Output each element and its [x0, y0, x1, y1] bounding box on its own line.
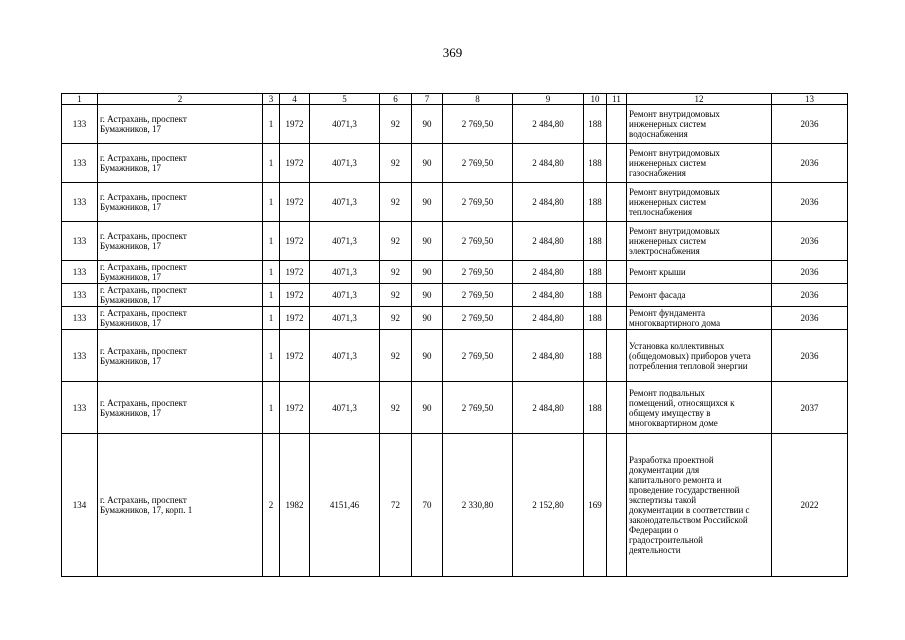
work-type-line: Ремонт подвальных	[629, 387, 705, 398]
row-number-cell: 133	[62, 307, 98, 330]
table-cell: 90	[412, 105, 443, 144]
address-cell	[98, 144, 263, 183]
table-cell: 2 484,80	[513, 307, 584, 330]
address-cell	[98, 307, 263, 330]
address-line: Бумажников, 17	[100, 295, 161, 305]
address-line: Бумажников, 17	[100, 124, 161, 134]
table-cell: 169	[584, 434, 607, 577]
table-cell: 188	[584, 382, 607, 434]
address-cell	[98, 284, 263, 307]
address-line: Бумажников, 17	[100, 272, 161, 282]
work-type-line: Ремонт внутридомовых	[629, 226, 720, 236]
work-type-line: Федерации о	[629, 525, 679, 535]
column-header: 1	[62, 94, 98, 105]
column-header: 10	[584, 94, 607, 105]
address-line: г. Астрахань, проспект	[100, 495, 187, 505]
work-type-line: электроснабжения	[629, 246, 700, 256]
address-line: г. Астрахань, проспект	[100, 397, 187, 408]
table-cell: 90	[412, 222, 443, 261]
address-cell	[98, 330, 263, 382]
table-cell: 2 769,50	[443, 183, 513, 222]
table-cell: 1972	[280, 284, 310, 307]
table-cell: 2 769,50	[443, 307, 513, 330]
work-type-line: деятельности	[629, 545, 681, 555]
column-header: 6	[380, 94, 412, 105]
table-cell: 92	[380, 183, 412, 222]
work-type-line: Установка коллективных	[629, 340, 725, 351]
work-type-line: общему имуществу в	[629, 407, 711, 418]
table-cell	[607, 307, 627, 330]
address-line: Бумажников, 17	[100, 355, 161, 366]
work-type-cell	[627, 382, 772, 434]
table-cell: 90	[412, 382, 443, 434]
work-type-line: водоснабжения	[629, 129, 688, 139]
table-cell: 188	[584, 284, 607, 307]
table-row	[62, 144, 848, 183]
table-cell: 1972	[280, 183, 310, 222]
table-cell: 2 769,50	[443, 382, 513, 434]
column-header: 3	[263, 94, 280, 105]
table-row	[62, 183, 848, 222]
table-cell	[607, 284, 627, 307]
table-cell: 2 484,80	[513, 382, 584, 434]
table-cell: 1	[263, 307, 280, 330]
row-number-cell: 133	[62, 222, 98, 261]
table-cell: 188	[584, 330, 607, 382]
table-row	[62, 307, 848, 330]
row-number-cell: 133	[62, 261, 98, 284]
table-cell: 4071,3	[310, 330, 380, 382]
row-number-cell: 133	[62, 183, 98, 222]
table-cell	[607, 105, 627, 144]
row-number-cell: 133	[62, 105, 98, 144]
table-cell: 4071,3	[310, 382, 380, 434]
table-cell: 2 769,50	[443, 222, 513, 261]
table-cell: 1	[263, 261, 280, 284]
table-cell: 188	[584, 307, 607, 330]
work-type-cell	[627, 330, 772, 382]
table-cell: 2 484,80	[513, 222, 584, 261]
table-cell: 2 484,80	[513, 144, 584, 183]
table-cell: 4151,46	[310, 434, 380, 577]
address-line: г. Астрахань, проспект	[100, 308, 187, 318]
table-cell: 90	[412, 261, 443, 284]
table-cell: 188	[584, 183, 607, 222]
work-type-line: Ремонт внутридомовых	[629, 109, 720, 119]
work-type-line: проведение государственной	[629, 485, 740, 495]
column-header-row	[62, 94, 848, 105]
table-cell: 1	[263, 222, 280, 261]
work-type-line: Ремонт внутридомовых	[629, 187, 720, 197]
table-row	[62, 382, 848, 434]
table-cell: 2 152,80	[513, 434, 584, 577]
table-cell: 2 484,80	[513, 330, 584, 382]
table-cell: 2 484,80	[513, 105, 584, 144]
address-line: г. Астрахань, проспект	[100, 345, 187, 356]
year-cell: 2037	[772, 382, 848, 434]
row-number-cell: 133	[62, 382, 98, 434]
table-cell: 90	[412, 330, 443, 382]
table-cell: 2 484,80	[513, 284, 584, 307]
table-cell	[607, 183, 627, 222]
work-type-cell	[627, 144, 772, 183]
page-number: 369	[442, 45, 463, 60]
table-cell: 4071,3	[310, 105, 380, 144]
work-type-line: законодательством Российской	[629, 515, 748, 525]
table-cell: 92	[380, 307, 412, 330]
work-type-line: Ремонт фасада	[629, 290, 686, 300]
address-cell	[98, 434, 263, 577]
address-line: г. Астрахань, проспект	[100, 114, 187, 124]
table-cell: 70	[412, 434, 443, 577]
table-cell: 2 769,50	[443, 330, 513, 382]
row-number-cell: 134	[62, 434, 98, 577]
registry-table	[61, 93, 848, 577]
address-line: г. Астрахань, проспект	[100, 285, 187, 295]
column-header: 12	[627, 94, 772, 105]
table-cell: 4071,3	[310, 284, 380, 307]
column-header: 5	[310, 94, 380, 105]
work-type-line: документации в соответствии с	[629, 505, 750, 515]
address-line: Бумажников, 17	[100, 202, 161, 212]
work-type-line: потребления тепловой энергии	[629, 360, 748, 371]
table-row	[62, 284, 848, 307]
table-cell: 4071,3	[310, 222, 380, 261]
address-line: г. Астрахань, проспект	[100, 192, 187, 202]
address-line: г. Астрахань, проспект	[100, 262, 187, 272]
column-header: 13	[772, 94, 848, 105]
table-cell	[607, 261, 627, 284]
address-cell	[98, 183, 263, 222]
table-cell: 188	[584, 144, 607, 183]
table-row	[62, 330, 848, 382]
work-type-line: инженерных систем	[629, 236, 707, 246]
work-type-cell	[627, 183, 772, 222]
work-type-line: газоснабжения	[629, 168, 686, 178]
table-cell: 1982	[280, 434, 310, 577]
work-type-line: инженерных систем	[629, 158, 707, 168]
work-type-line: Ремонт фундамента	[629, 308, 706, 318]
work-type-line: инженерных систем	[629, 197, 707, 207]
table-row	[62, 434, 848, 577]
work-type-line: экспертизы такой	[629, 495, 697, 505]
address-cell	[98, 222, 263, 261]
table-cell: 92	[380, 330, 412, 382]
row-number-cell: 133	[62, 144, 98, 183]
work-type-line: градостроительной	[629, 535, 703, 545]
table-cell: 1	[263, 330, 280, 382]
column-header: 7	[412, 94, 443, 105]
table-cell: 1	[263, 105, 280, 144]
year-cell: 2036	[772, 330, 848, 382]
table-row	[62, 222, 848, 261]
address-cell	[98, 105, 263, 144]
year-cell: 2036	[772, 284, 848, 307]
table-cell: 2 330,80	[443, 434, 513, 577]
table-cell: 1972	[280, 261, 310, 284]
table-cell: 92	[380, 261, 412, 284]
work-type-line: помещений, относящихся к	[629, 397, 735, 408]
table-cell: 4071,3	[310, 307, 380, 330]
table-cell	[607, 222, 627, 261]
table-cell: 2 484,80	[513, 261, 584, 284]
work-type-line: Ремонт внутридомовых	[629, 148, 720, 158]
table-cell: 90	[412, 183, 443, 222]
work-type-line: (общедомовых) приборов учета	[629, 350, 751, 361]
table-cell: 1	[263, 144, 280, 183]
column-header: 4	[280, 94, 310, 105]
table-cell: 1972	[280, 105, 310, 144]
table-row	[62, 261, 848, 284]
work-type-line: документации для	[629, 465, 700, 475]
table-cell: 1	[263, 183, 280, 222]
work-type-line: капитального ремонта и	[629, 475, 722, 485]
table-cell: 4071,3	[310, 261, 380, 284]
work-type-cell	[627, 434, 772, 577]
table-cell	[607, 382, 627, 434]
table-cell: 92	[380, 382, 412, 434]
table-cell: 1	[263, 382, 280, 434]
work-type-line: Разработка проектной	[629, 455, 714, 465]
address-line: Бумажников, 17	[100, 241, 161, 251]
table-cell: 2	[263, 434, 280, 577]
table-cell: 92	[380, 222, 412, 261]
table-cell: 90	[412, 307, 443, 330]
work-type-line: многоквартирного дома	[629, 318, 721, 328]
address-line: г. Астрахань, проспект	[100, 231, 187, 241]
address-line: Бумажников, 17	[100, 318, 161, 328]
address-cell	[98, 261, 263, 284]
table-cell: 2 769,50	[443, 105, 513, 144]
work-type-cell	[627, 284, 772, 307]
table-cell: 4071,3	[310, 183, 380, 222]
table-cell	[607, 144, 627, 183]
year-cell: 2036	[772, 144, 848, 183]
table-cell: 90	[412, 144, 443, 183]
column-header: 9	[513, 94, 584, 105]
table-cell	[607, 330, 627, 382]
work-type-line: многоквартирном доме	[629, 417, 718, 428]
address-line: г. Астрахань, проспект	[100, 153, 187, 163]
table-cell: 92	[380, 284, 412, 307]
work-type-cell	[627, 261, 772, 284]
work-type-cell	[627, 105, 772, 144]
table-cell: 1972	[280, 144, 310, 183]
table-cell: 90	[412, 284, 443, 307]
column-header: 2	[98, 94, 263, 105]
year-cell: 2036	[772, 222, 848, 261]
address-cell	[98, 382, 263, 434]
table-cell: 1972	[280, 382, 310, 434]
table-cell: 188	[584, 222, 607, 261]
table-cell: 2 769,50	[443, 261, 513, 284]
table-cell: 92	[380, 144, 412, 183]
address-line: Бумажников, 17	[100, 163, 161, 173]
column-header: 11	[607, 94, 627, 105]
work-type-cell	[627, 307, 772, 330]
table-cell: 1	[263, 284, 280, 307]
table-cell: 188	[584, 261, 607, 284]
table-cell: 188	[584, 105, 607, 144]
year-cell: 2036	[772, 261, 848, 284]
year-cell: 2036	[772, 105, 848, 144]
address-line: Бумажников, 17	[100, 407, 161, 418]
table-cell: 2 769,50	[443, 284, 513, 307]
table-cell: 1972	[280, 307, 310, 330]
address-line: Бумажников, 17, корп. 1	[100, 505, 193, 515]
table-cell: 92	[380, 105, 412, 144]
table-cell: 4071,3	[310, 144, 380, 183]
work-type-line: теплоснабжения	[629, 207, 692, 217]
work-type-cell	[627, 222, 772, 261]
table-cell: 1972	[280, 222, 310, 261]
table-cell: 1972	[280, 330, 310, 382]
column-header: 8	[443, 94, 513, 105]
row-number-cell: 133	[62, 284, 98, 307]
year-cell: 2036	[772, 307, 848, 330]
table-row	[62, 105, 848, 144]
table-cell	[607, 434, 627, 577]
table-cell: 72	[380, 434, 412, 577]
row-number-cell: 133	[62, 330, 98, 382]
year-cell: 2022	[772, 434, 848, 577]
work-type-line: Ремонт крыши	[629, 267, 686, 277]
table-cell: 2 484,80	[513, 183, 584, 222]
year-cell: 2036	[772, 183, 848, 222]
table-cell: 2 769,50	[443, 144, 513, 183]
work-type-line: инженерных систем	[629, 119, 707, 129]
